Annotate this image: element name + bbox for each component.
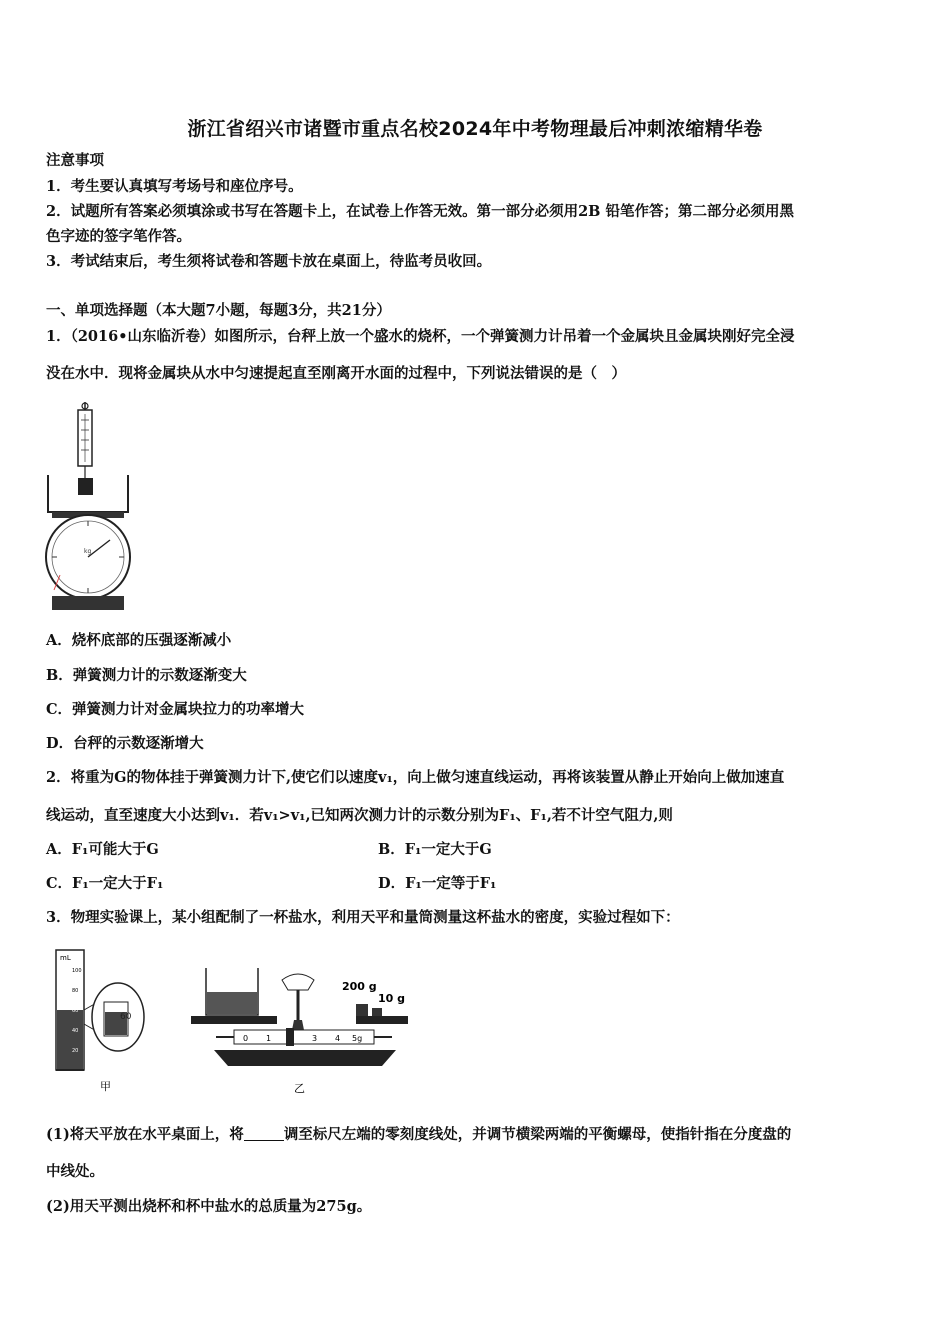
q1-option-a[interactable]: A．烧杯底部的压强逐渐减小 [46, 632, 232, 649]
notice-item-2-cont: 色字迹的签字笔作答。 [46, 228, 191, 245]
cyl-tick-40: 40 [72, 1028, 79, 1034]
q1-option-b[interactable]: B．弹簧测力计的示数逐渐变大 [46, 667, 247, 684]
q1-option-d[interactable]: D．台秤的示数逐渐增大 [46, 735, 204, 752]
q1-option-c[interactable]: C．弹簧测力计对金属块拉力的功率增大 [46, 701, 305, 718]
label-yi: 乙 [294, 1082, 305, 1095]
svg-text:kg: kg [84, 548, 92, 555]
zoom-label: 60 [120, 1012, 132, 1022]
exam-title: 浙江省绍兴市诸暨市重点名校2024年中考物理最后冲刺浓缩精华卷 [187, 118, 763, 140]
q3-step2: (2)用天平测出烧杯和杯中盐水的总质量为275g。 [46, 1198, 372, 1215]
q3-step1-part-b: 调至标尺左端的零刻度线处，并调节横梁两端的平衡螺母，使指针指在分度盘的 [283, 1126, 792, 1143]
q2-option-a[interactable]: A．F₁可能大于G [46, 841, 159, 858]
q2-stem-line1: 2．将重为G的物体挂于弹簧测力计下,使它们以速度v₁，向上做匀速直线运动，再将该装置从静止开始向上做加速直 [46, 769, 785, 786]
section-heading: 一、单项选择题（本大题7小题，每题3分，共21分） [46, 302, 391, 319]
q2-option-c[interactable]: C．F₁一定大于F₁ [46, 875, 164, 892]
q1-stem-line2: 没在水中．现将金属块从水中匀速提起直至刚离开水面的过程中，下列说法错误的是（ ） [46, 365, 626, 382]
cyl-tick-80: 80 [72, 988, 79, 994]
cyl-unit: mL [60, 954, 71, 962]
q3-step1-part-a: (1)将天平放在水平桌面上，将 [46, 1126, 244, 1143]
notice-item-3: 3．考试结束后，考生须将试卷和答题卡放在桌面上，待监考员收回。 [46, 253, 492, 270]
scale-num-5g: 5g [352, 1034, 363, 1043]
notice-item-2: 2．试题所有答案必须填涂或书写在答题卡上，在试卷上作答无效。第一部分必须用2B 铅笔作答；第二部分必须用黑 [46, 203, 794, 220]
q3-figure [46, 940, 416, 1100]
weight-200g: 200 g [342, 980, 377, 993]
cyl-tick-100: 100 [72, 968, 82, 974]
q1-stem-line1: 1．（2016•山东临沂卷）如图所示，台秤上放一个盛水的烧杯，一个弹簧测力计吊着一个金属块且金属块刚好完全浸 [46, 328, 795, 345]
cyl-tick-60: 60 [72, 1008, 79, 1014]
scale-num-4: 4 [335, 1034, 341, 1043]
scale-num-3: 3 [312, 1034, 318, 1043]
q1-figure-scale [40, 400, 140, 615]
q2-option-b[interactable]: B．F₁一定大于G [378, 841, 492, 858]
q3-step1-line2: 中线处。 [46, 1163, 104, 1180]
q2-option-d[interactable]: D．F₁一定等于F₁ [378, 875, 497, 892]
weight-10g: 10 g [378, 992, 406, 1005]
notice-item-1: 1．考生要认真填写考场号和座位序号。 [46, 178, 303, 195]
q3-step1-line1 [46, 1125, 791, 1145]
scale-num-1: 1 [266, 1034, 272, 1043]
q2-stem-line2: 线运动，直至速度大小达到v₁．若v₁>v₁,已知两次测力计的示数分别为F₁、F₁,若不计空气阻力,则 [46, 807, 673, 824]
q3-stem: 3．物理实验课上，某小组配制了一杯盐水，利用天平和量筒测量这杯盐水的密度，实验过程如下： [46, 909, 680, 926]
label-jia: 甲 [100, 1080, 111, 1093]
scale-num-0: 0 [243, 1034, 249, 1043]
notice-heading: 注意事项 [46, 152, 104, 169]
cyl-tick-20: 20 [72, 1048, 79, 1054]
answer-blank[interactable] [244, 1126, 284, 1141]
